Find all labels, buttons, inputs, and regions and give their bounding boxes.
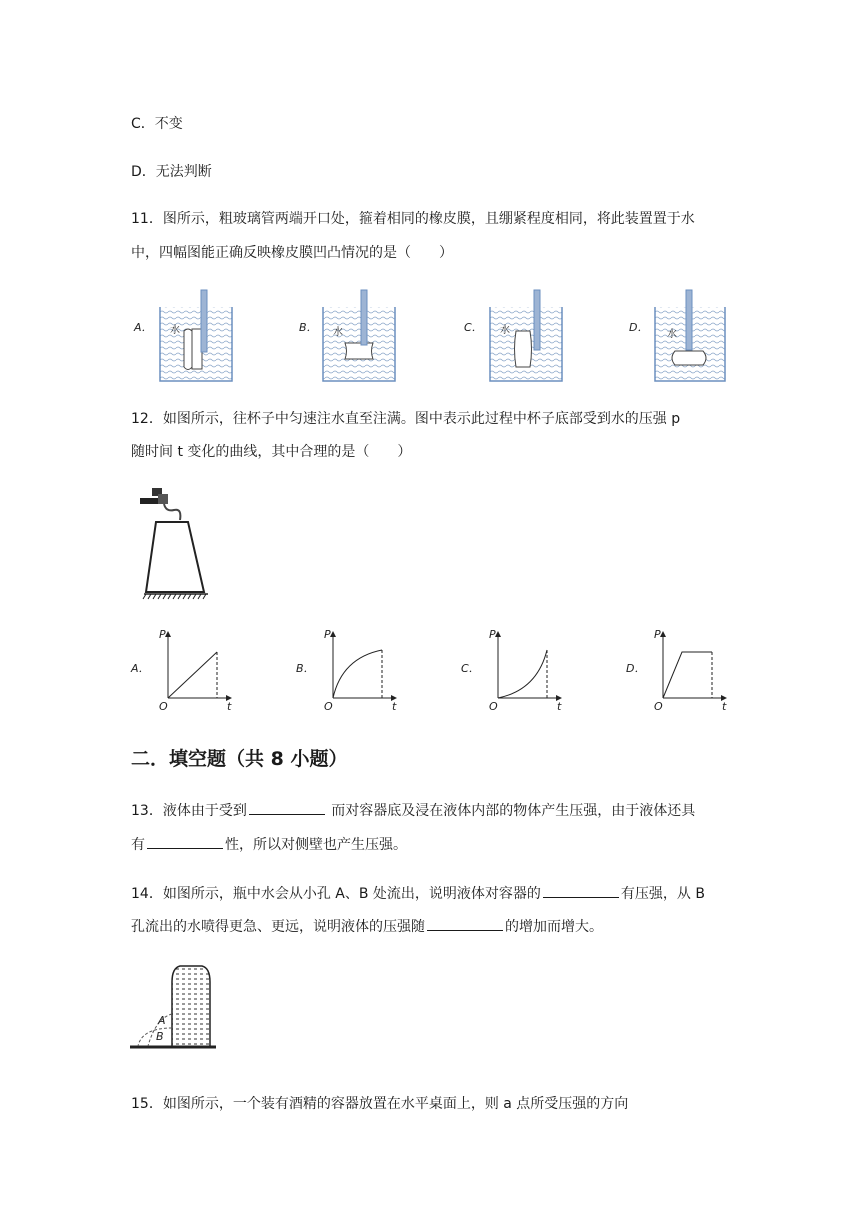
q12-d-y: P [654, 628, 661, 641]
q11-a-water: 水 [170, 325, 180, 336]
q11-d-label: D． [629, 321, 649, 334]
q12-a-y: P [159, 628, 166, 641]
q14-l2-a: 孔流出的水喷得更急、更远，说明液体的压强随 [131, 919, 425, 935]
q13-blank2[interactable] [147, 834, 223, 849]
q11-a-label: A． [134, 321, 153, 334]
q14-l1-a: 14．如图所示，瓶中水会从小孔 A、B 处流出，说明液体对容器的 [131, 886, 541, 902]
q15-line1: 15．如图所示，一个装有酒精的容器放置在水平桌面上，则 a 点所受压强的方向 [131, 1096, 629, 1112]
q12-d-x: t [722, 700, 727, 713]
q11-b-label: B． [299, 321, 318, 334]
q13-line2 [131, 834, 407, 854]
q14-line2 [131, 916, 603, 936]
q12-a-x: t [227, 700, 232, 713]
q14-bottle-figure [128, 962, 220, 1054]
q13-l1-a: 13．液体由于受到 [131, 803, 247, 819]
q13-l2-b: 性，所以对侧壁也产生压强。 [225, 837, 407, 853]
q13-l2-a: 有 [131, 837, 145, 853]
q12-b-origin: O [324, 700, 333, 713]
q14-hole-a: A [158, 1014, 166, 1027]
q12-c-x: t [557, 700, 562, 713]
q11-option-d [629, 290, 725, 381]
q12-graph-d [626, 628, 727, 713]
q14-line1 [131, 883, 705, 903]
q12-line1: 12．如图所示，往杯子中匀速注水直至注满。图中表示此过程中杯子底部受到水的压强 p [131, 411, 681, 427]
bottle [172, 966, 210, 1046]
q12-line2: 随时间 t 变化的曲线，其中合理的是（ ） [131, 444, 412, 460]
q12-c-label: C． [461, 662, 480, 675]
q11-line2: 中，四幅图能正确反映橡皮膜凹凸情况的是（ ） [131, 245, 453, 261]
q14-hole-b: B [156, 1030, 164, 1043]
q14-l2-b: 的增加而增大。 [505, 919, 603, 935]
q12-d-origin: O [654, 700, 663, 713]
q12-a-origin: O [159, 700, 168, 713]
q12-c-origin: O [489, 700, 498, 713]
q11-c-label: C． [464, 321, 483, 334]
q14-l1-b: 有压强，从 B [620, 886, 705, 902]
q11-line1: 11．图所示，粗玻璃管两端开口处，箍着相同的橡皮膜，且绷紧程度相同，将此装置置于水 [131, 211, 695, 227]
q12-graphs [125, 628, 745, 714]
q12-b-label: B． [296, 662, 315, 675]
cup [146, 522, 204, 592]
q12-b-y: P [324, 628, 331, 641]
q13-line1 [131, 800, 695, 820]
q11-d-water: 水 [667, 329, 677, 340]
q12-c-y: P [489, 628, 496, 641]
q12-a-label: A． [131, 662, 150, 675]
q14-blank1[interactable] [543, 883, 619, 898]
q13-blank1[interactable] [249, 800, 325, 815]
q11-b-water: 水 [333, 327, 343, 338]
q11-option-c [464, 290, 562, 381]
q12-graph-b [296, 628, 397, 713]
q11-c-water: 水 [500, 325, 510, 336]
option-d: D．无法判断 [131, 164, 212, 180]
q12-graph-c [461, 628, 562, 713]
q14-blank2[interactable] [427, 916, 503, 931]
q11-option-b [299, 290, 395, 381]
section2-title: 二．填空题（共 8 小题） [131, 748, 348, 770]
q12-b-x: t [392, 700, 397, 713]
q11-figures [120, 285, 740, 385]
q12-graph-a [130, 628, 232, 713]
q12-d-label: D． [626, 662, 646, 675]
option-c: C．不变 [131, 116, 183, 132]
q13-l1-b: 而对容器底及浸在液体内部的物体产生压强，由于液体还具 [326, 803, 696, 819]
q12-cup-figure [130, 482, 220, 604]
q11-option-a [133, 290, 232, 381]
